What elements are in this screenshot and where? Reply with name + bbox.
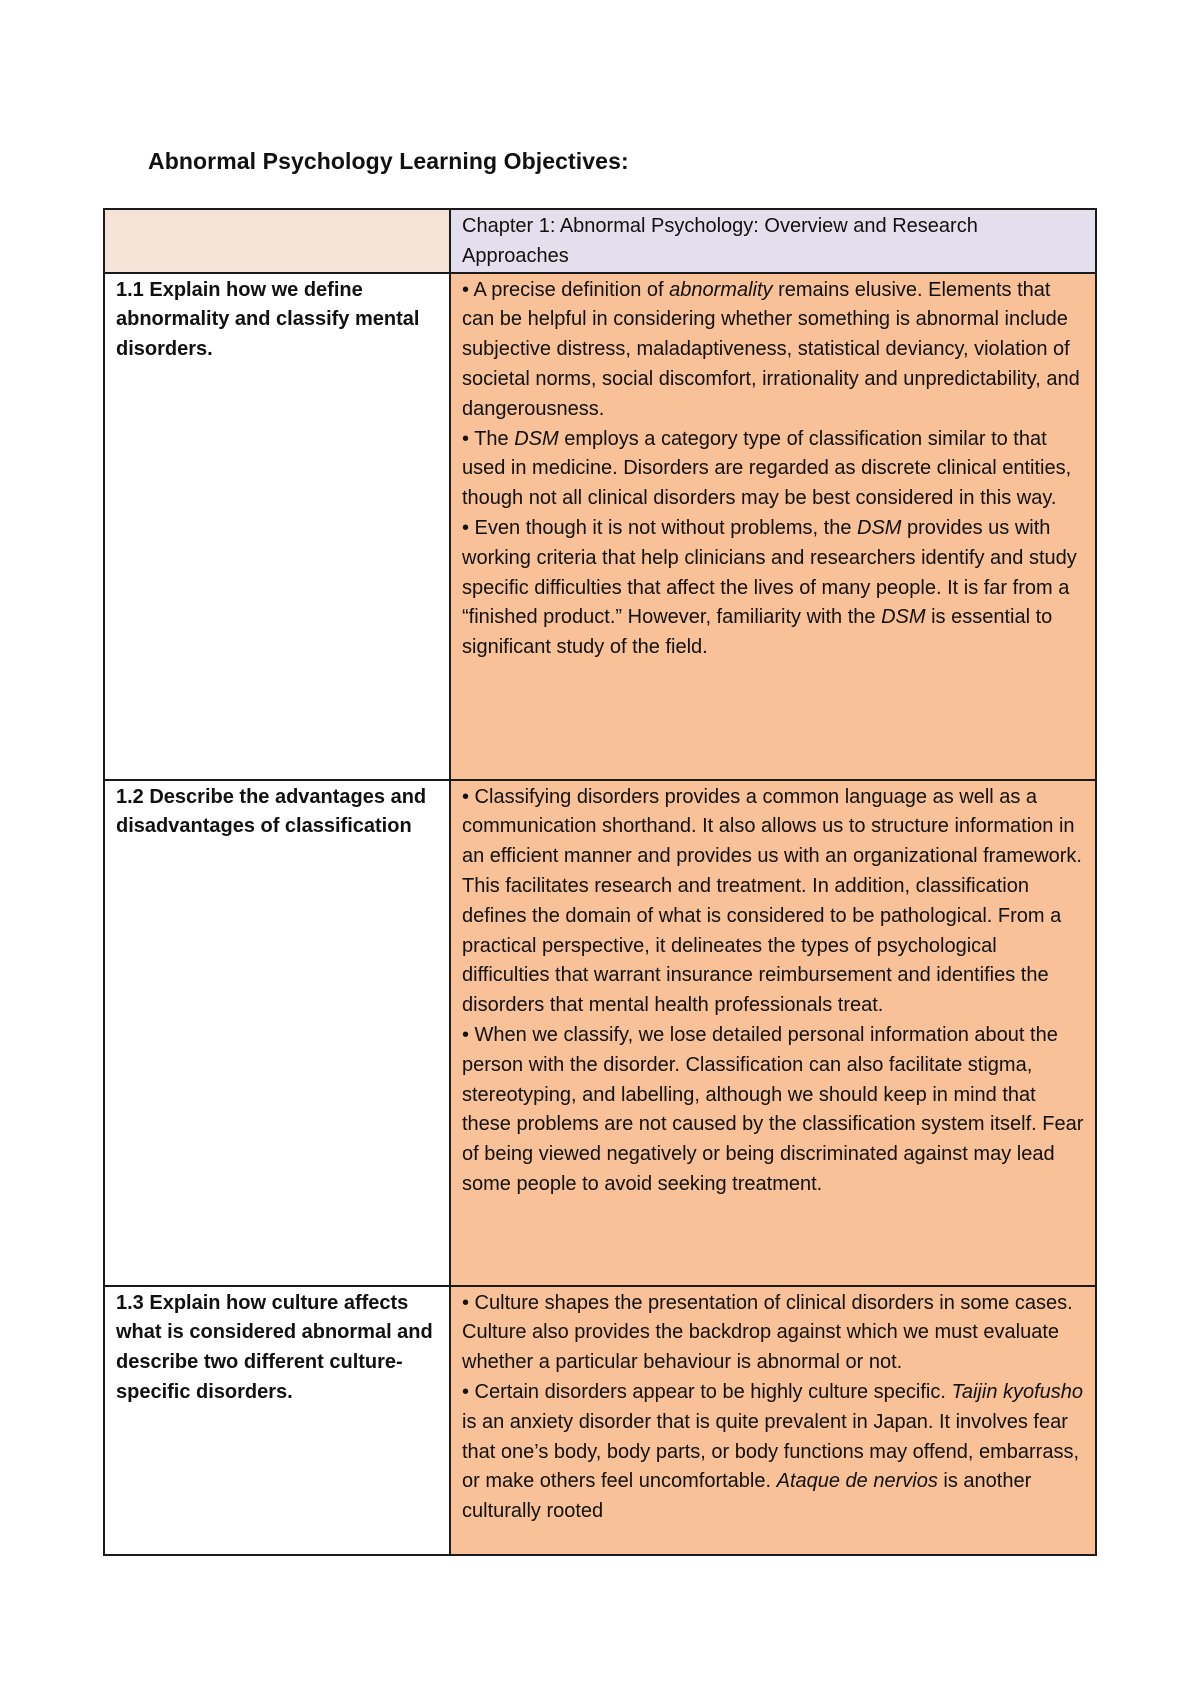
paragraph bbox=[462, 1378, 1087, 1527]
text-run: is essential to significant study of the field. bbox=[462, 606, 1053, 659]
table-row bbox=[104, 780, 1096, 1286]
objective-cell: 1.1 Explain how we define abnormality and classify mental disorders. bbox=[104, 273, 450, 780]
text-run: • Even though it is not without problems, the bbox=[462, 516, 857, 539]
paragraph: • Culture shapes the presentation of clinical disorders in some cases. Culture also provides the backdrop against which we must evaluate whether a particular behaviour is abnormal or not. bbox=[462, 1291, 1073, 1374]
header-empty-cell bbox=[104, 209, 450, 273]
italic-term: DSM bbox=[881, 606, 926, 629]
text-run: employs a category type of classification similar to that used in medicine. Disorders are regarded as discrete clinical entities, though not all clinical disorders may be best considered in this way. bbox=[462, 427, 1072, 510]
paragraph bbox=[462, 425, 1087, 514]
table-row bbox=[104, 273, 1096, 780]
chapter-heading: Chapter 1: Abnormal Psychology: Overview and Research Approaches bbox=[450, 209, 1096, 273]
description-cell bbox=[450, 780, 1096, 1286]
text-run: is another culturally rooted bbox=[462, 1470, 1032, 1523]
paragraph bbox=[462, 276, 1087, 425]
description-cell bbox=[450, 273, 1096, 780]
text-run: • Certain disorders appear to be highly culture specific. bbox=[462, 1380, 952, 1403]
paragraph: • Classifying disorders provides a common language as well as a communication shorthand. It also allows us to structure information in an efficient manner and provides us with an organizational framework. This facilitates research and treatment. In addition, classification defines the domain of what is considered to be pathological. From a practical perspective, it delineates the types of psychological difficulties that warrant insurance reimbursement and identifies the disorders that mental health professionals treat. bbox=[462, 785, 1082, 1017]
description-cell bbox=[450, 1286, 1096, 1555]
paragraph bbox=[462, 514, 1087, 663]
italic-term: DSM bbox=[857, 516, 902, 539]
text-run: • A precise definition of bbox=[462, 278, 670, 301]
text-run: is an anxiety disorder that is quite prevalent in Japan. It involves fear that one’s body, body parts, or body functions may offend, embarrass, or make others feel uncomfortable. bbox=[462, 1410, 1080, 1493]
italic-term: abnormality bbox=[669, 278, 773, 301]
learning-objectives-table bbox=[103, 208, 1097, 1556]
objective-cell: 1.3 Explain how culture affects what is considered abnormal and describe two different culture-specific disorders. bbox=[104, 1286, 450, 1555]
text-run: provides us with working criteria that help clinicians and researchers identify and study specific difficulties that affect the lives of many people. It is far from a “finished product.” However, familiarity with the bbox=[462, 516, 1077, 629]
text-run: remains elusive. Elements that can be helpful in considering whether something is abnormal include subjective distress, maladaptiveness, statistical deviancy, violation of societal norms, social discomfort, irrationality and unpredictability, and dangerousness. bbox=[462, 278, 1080, 420]
page-title: Abnormal Psychology Learning Objectives: bbox=[148, 148, 629, 174]
italic-term: Ataque de nervios bbox=[776, 1470, 938, 1493]
table-header-row bbox=[104, 209, 1096, 273]
objective-cell: 1.2 Describe the advantages and disadvantages of classification bbox=[104, 780, 450, 1286]
italic-term: DSM bbox=[514, 427, 559, 450]
italic-term: Taijin kyofusho bbox=[951, 1380, 1084, 1403]
paragraph: • When we classify, we lose detailed personal information about the person with the disorder. Classification can also facilitate stigma, stereotyping, and labelling, although we should keep in mind that these problems are not caused by the classification system itself. Fear of being viewed negatively or being discriminated against may lead some people to avoid seeking treatment. bbox=[462, 1023, 1084, 1195]
text-run: • The bbox=[462, 427, 515, 450]
table-row bbox=[104, 1286, 1096, 1555]
